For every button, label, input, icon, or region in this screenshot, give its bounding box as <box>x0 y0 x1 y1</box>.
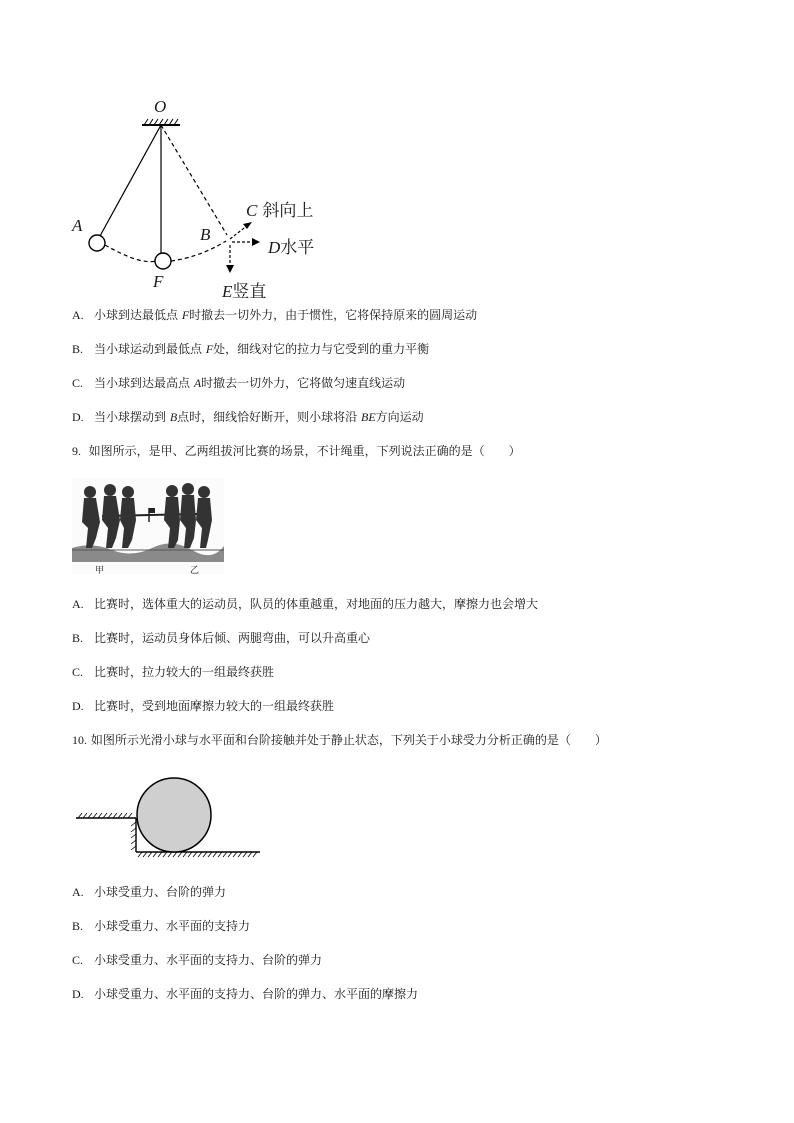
q8-option-d <box>72 409 424 425</box>
option-text: 当小球到达最高点 <box>94 376 194 390</box>
option-text: 小球到达最低点 <box>94 308 182 322</box>
option-text: 小球受重力、水平面的支持力、台阶的弹力、水平面的摩擦力 <box>94 987 419 1001</box>
option-letter: C. <box>72 953 84 967</box>
swing-path-right <box>171 241 226 261</box>
q10-option-b <box>72 918 250 934</box>
string-OB <box>161 125 227 235</box>
label-O: O <box>154 97 167 116</box>
option-text: 时撤去一切外力，它将做匀速直线运动 <box>201 376 406 390</box>
question-text: 如图所示光滑小球与水平面和台阶接触并处于静止状态，下列关于小球受力分析正确的是（ ） <box>90 733 607 747</box>
q9-option-a <box>72 596 538 612</box>
option-text: 方向运动 <box>375 410 424 424</box>
option-text: 比赛时，拉力较大的一组最终获胜 <box>94 665 275 679</box>
option-text: 处，细线对它的拉力与它受到的重力平衡 <box>213 342 430 356</box>
arrow-C-head <box>243 222 252 229</box>
arrow-C <box>230 225 248 239</box>
option-var: A <box>193 376 202 390</box>
smooth-ball <box>137 778 211 852</box>
option-letter: C. <box>72 376 84 390</box>
label-E-letter: E <box>222 282 233 301</box>
option-text: 小球受重力、水平面的支持力 <box>94 919 251 933</box>
label-C-letter: C <box>246 201 258 220</box>
q10-stem <box>72 732 607 748</box>
option-var: F <box>181 308 190 322</box>
ball-step-figure <box>72 772 272 862</box>
option-text: 当小球运动到最低点 <box>94 342 206 356</box>
label-B: B <box>200 225 211 244</box>
tug-of-war-image <box>72 478 224 574</box>
q8-option-c <box>72 375 405 391</box>
q8-option-a <box>72 307 477 323</box>
team-label-jia: 甲 <box>95 566 105 576</box>
option-letter: C. <box>72 665 84 679</box>
q9-stem <box>72 443 521 459</box>
q9-option-b <box>72 630 370 646</box>
label-C-text: 斜向上 <box>262 201 314 221</box>
option-var: F <box>205 342 214 356</box>
label-D-letter: D <box>268 238 281 257</box>
arrow-D-head <box>252 238 260 246</box>
q9-option-c <box>72 664 274 680</box>
option-letter: A. <box>72 885 84 899</box>
team-label-yi: 乙 <box>190 566 200 576</box>
ball-A <box>89 235 105 251</box>
option-text: 比赛时，选体重大的运动员，队员的体重越重，对地面的压力越大，摩擦力也会增大 <box>94 597 539 611</box>
swing-path <box>105 245 156 262</box>
label-D-text: 水平 <box>280 238 315 258</box>
option-letter: D. <box>72 699 84 713</box>
q10-option-d <box>72 986 418 1002</box>
label-A: A <box>72 216 83 235</box>
option-text: 比赛时，运动员身体后倾、两腿弯曲，可以升高重心 <box>94 631 371 645</box>
option-text: 小球受重力、台阶的弹力 <box>94 885 227 899</box>
question-number: 9. <box>72 444 81 458</box>
label-D <box>268 233 314 258</box>
option-letter: B. <box>72 919 84 933</box>
option-letter: A. <box>72 308 84 322</box>
label-E <box>222 277 266 302</box>
option-letter: D. <box>72 410 84 424</box>
option-var: B <box>169 410 178 424</box>
option-text: 点时，细线恰好断开，则小球将沿 <box>177 410 361 424</box>
option-text: 时撤去一切外力，由于惯性，它将保持原来的圆周运动 <box>189 308 478 322</box>
option-text: 比赛时，受到地面摩擦力较大的一组最终获胜 <box>94 699 335 713</box>
q8-option-b <box>72 341 429 357</box>
question-text: 如图所示，是甲、乙两组拔河比赛的场景，不计绳重，下列说法正确的是（ ） <box>88 444 521 458</box>
arrow-E-head <box>226 265 234 273</box>
option-text: 小球受重力、水平面的支持力、台阶的弹力 <box>94 953 323 967</box>
q10-option-c <box>72 952 322 968</box>
label-E-text: 竖直 <box>232 282 267 302</box>
q10-option-a <box>72 884 226 900</box>
option-letter: B. <box>72 342 84 356</box>
label-F: F <box>153 272 164 291</box>
pendulum-figure <box>60 95 360 305</box>
option-letter: B. <box>72 631 84 645</box>
ball-F <box>155 253 171 269</box>
string-OA <box>100 125 161 236</box>
q9-option-d <box>72 698 334 714</box>
label-C <box>246 196 313 221</box>
question-number: 10. <box>72 733 87 747</box>
option-var: BE <box>361 410 376 424</box>
option-letter: D. <box>72 987 84 1001</box>
option-text: 当小球摆动到 <box>94 410 170 424</box>
option-letter: A. <box>72 597 84 611</box>
